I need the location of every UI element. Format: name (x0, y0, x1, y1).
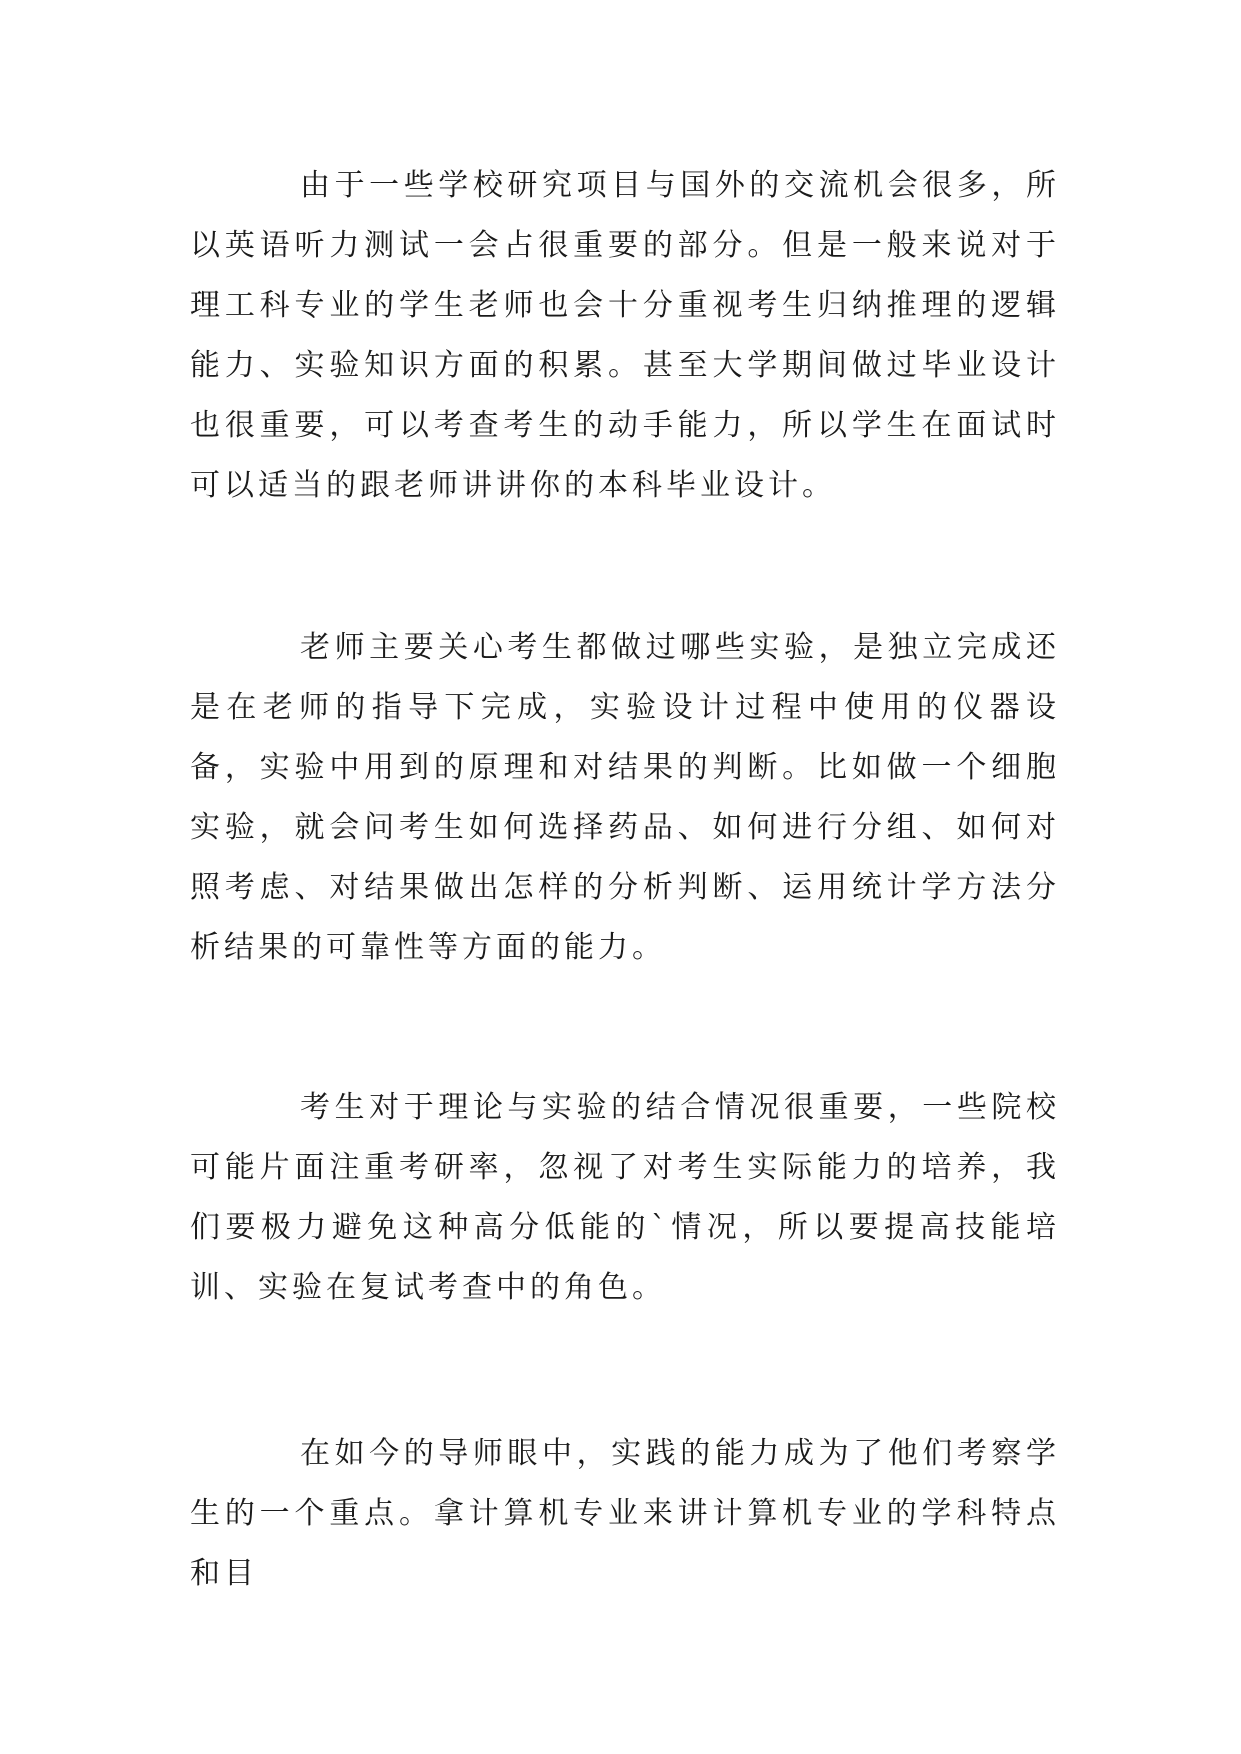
paragraph-3: 考生对于理论与实验的结合情况很重要，一些院校可能片面注重考研率，忽视了对考生实际能力的培养，我们要极力避免这种高分低能的`情况，所以要提高技能培训、实验在复试考查中的角色。 (190, 1090, 1060, 1305)
paragraph-1: 由于一些学校研究项目与国外的交流机会很多，所以英语听力测试一会占很重要的部分。但是一般来说对于理工科专业的学生老师也会十分重视考生归纳推理的逻辑能力、实验知识方面的积累。甚至大学期间做过毕业设计也很重要，可以考查考生的动手能力，所以学生在面试时可以适当的跟老师讲讲你的本科毕业设计。 (190, 168, 1060, 503)
paragraph-4: 在如今的导师眼中，实践的能力成为了他们考察学生的一个重点。拿计算机专业来讲计算机专业的学科特点和目 (190, 1436, 1060, 1591)
paragraph-2: 老师主要关心考生都做过哪些实验，是独立完成还是在老师的指导下完成，实验设计过程中使用的仪器设备，实验中用到的原理和对结果的判断。比如做一个细胞实验，就会问考生如何选择药品、如何进行分组、如何对照考虑、对结果做出怎样的分析判断、运用统计学方法分析结果的可靠性等方面的能力。 (190, 630, 1060, 965)
